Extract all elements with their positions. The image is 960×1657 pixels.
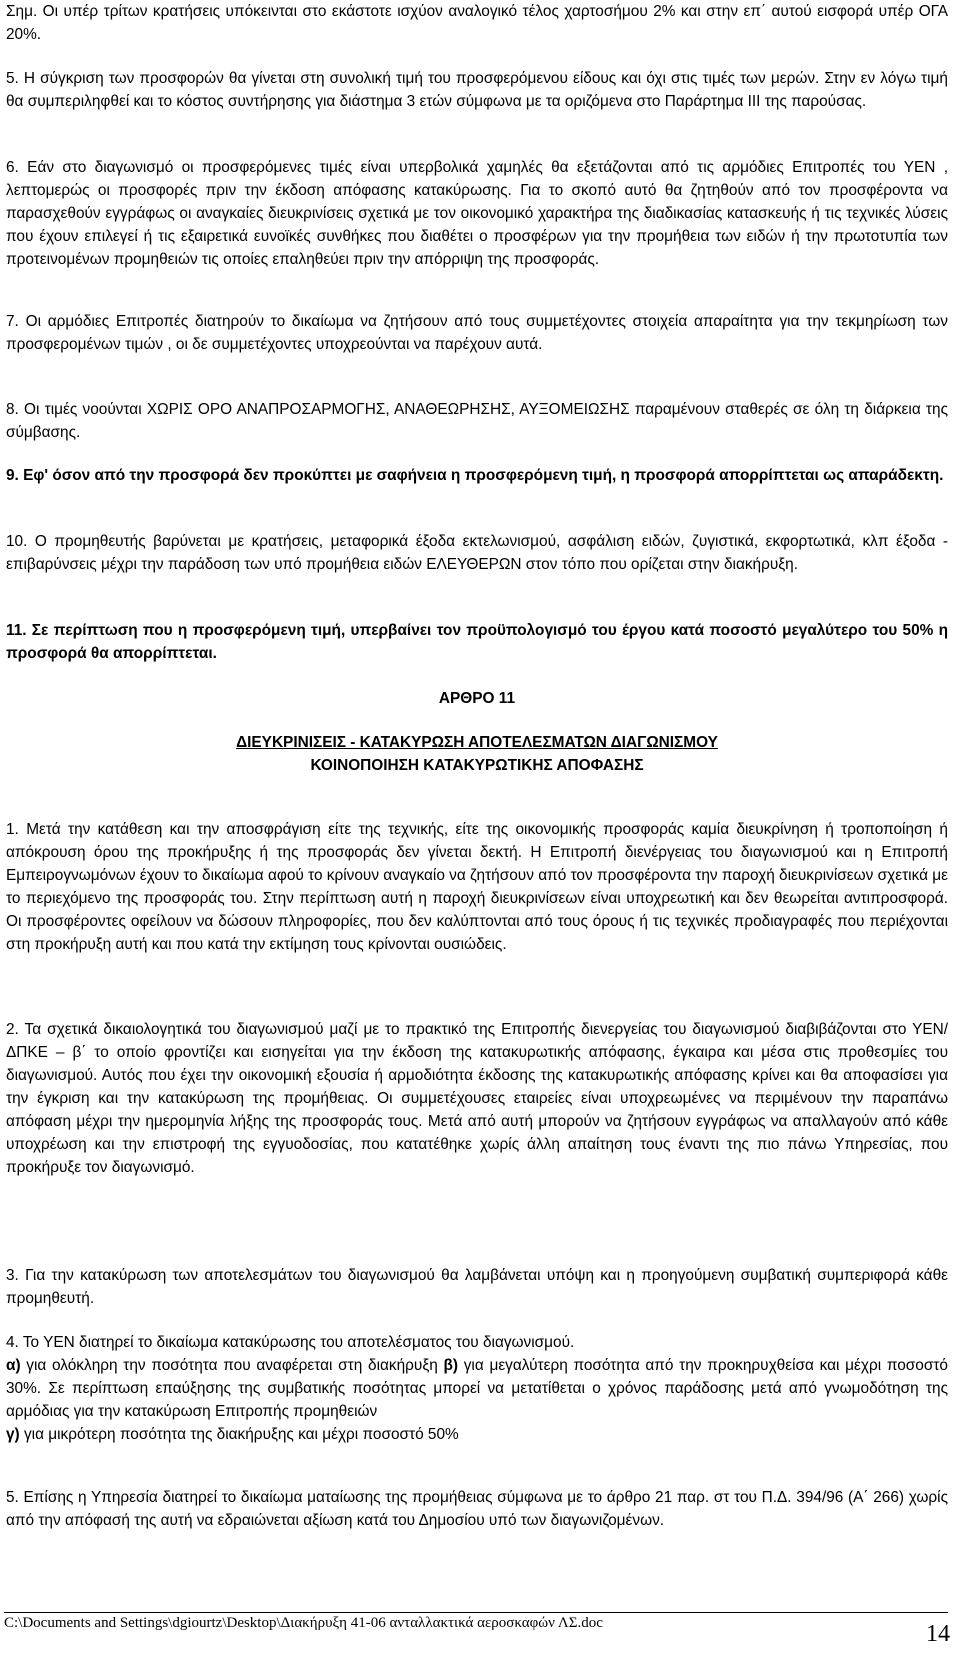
article-number: ΑΡΘΡΟ 11 <box>438 690 516 707</box>
paragraph-9: 9. Εφ' όσον από την προσφορά δεν προκύπτει με σαφήνεια η προσφερόμενη τιμή, η προσφορά απορρίπτεται ως απαράδεκτη. <box>6 467 944 484</box>
paragraph-6: 6. Εάν στο διαγωνισμό οι προσφερόμενες τιμές είναι υπερβολικά χαμηλές θα εξετάζονται από τις αρμόδιες Επιτροπές του ΥΕΝ , λεπτομερώς οι προσφορές πριν την έκδοση απόφασης κατακύρωσης. Για το σκοπό αυτό θα ζητηθούν από τον προσφέροντα να παρασχεθούν εγγράφως οι αναγκαίες διευκρινίσεις σχετικά με τον οικονομικό χαρακτήρα της διαδικασίας κατασκευής ή τις τεχνικές λύσεις που έχουν επιλεγεί ή τις εξαιρετικά ευνοϊκές συνθήκες που διαθέτει ο προσφέρων για την προμήθεια των ειδών ή την πρωτοτυπία των προτεινομένων προμηθειών τις οποίες επαληθεύει πριν την απόρριψη της προσφοράς. <box>6 159 948 268</box>
article-paragraph-4-intro: 4. Το ΥΕΝ διατηρεί το δικαίωμα κατακύρωσης του αποτελέσματος του διαγωνισμού. <box>6 1334 575 1351</box>
article-paragraph-5: 5. Επίσης η Υπηρεσία διατηρεί το δικαίωμα ματαίωσης της προμήθειας σύμφωνα με το άρθρο 21 παρ. στ του Π.Δ. 394/96 (Α΄ 266) χωρίς από την απόφασή της αυτή να εδραιώνεται αξίωση κατά του Δημοσίου υπό των διαγωνιζομένων. <box>6 1489 948 1529</box>
footer-file-path: C:\Documents and Settings\dgiourtz\Desktop\Διακήρυξη 41-06 ανταλλακτικά αεροσκαφών ΛΣ.doc <box>4 1615 603 1631</box>
article-paragraph-3: 3. Για την κατακύρωση των αποτελεσμάτων του διαγωνισμού θα λαμβάνεται υπόψη και η προηγούμενη συμβατική συμπεριφορά κάθε προμηθευτή. <box>6 1267 948 1307</box>
article-paragraph-2: 2. Τα σχετικά δικαιολογητικά του διαγωνισμού μαζί με το πρακτικό της Επιτροπής διενεργείας του διαγωνισμού διαβιβάζονται στο ΥΕΝ/ΔΠΚΕ – β΄ το οποίο φροντίζει και εισηγείται για την έκδοση της κατακυρωτικής απόφασης, έγκαιρα και μέσα στις προθεσμίες του διαγωνισμού. Αυτός που έχει την οικονομική εξουσία ή αρμοδιότητα έκδοσης της κατακυρωτικής απόφασης κρίνει και θα αποφασίσει για την έγκριση και την κατακύρωση της προμήθειας. Οι συμμετέχουσες εταιρείες είναι υποχρεωμένες να περιμένουν την παραπάνω απόφαση μέχρι την ημερομηνία λήξης της προσφοράς τους. Μετά από αυτή μπορούν να ζητήσουν εγγράφως να απαλλαγούν από κάθε υποχρέωση και την επιστροφή της εγγυοδοσίας, που κατατέθηκε χωρίς άλλη απαίτηση τους έναντι της πιο πάνω Υπηρεσίας, που προκήρυξε τον διαγωνισμό. <box>6 1021 948 1176</box>
note-paragraph: Σημ. Οι υπέρ τρίτων κρατήσεις υπόκεινται στο εκάστοτε ισχύον αναλογικό τέλος χαρτοσήμου 2% και στην επ΄ αυτού εισφορά υπέρ ΟΓΑ 20%. <box>6 3 948 43</box>
paragraph-7: 7. Οι αρμόδιες Επιτροπές διατηρούν το δικαίωμα να ζητήσουν από τους συμμετέχοντες στοιχεία απαραίτητα για την τεκμηρίωση των προσφερομένων τιμών , οι δε συμμετέχοντες υποχρεούνται να παρέχουν αυτά. <box>6 313 948 353</box>
article-title-line1: ΔΙΕΥΚΡΙΝΙΣΕΙΣ - ΚΑΤΑΚΥΡΩΣΗ ΑΠΟΤΕΛΕΣΜΑΤΩΝ ΔΙΑΓΩΝΙΣΜΟΥ <box>236 734 718 751</box>
option-gamma-text: για μικρότερη ποσότητα της διακήρυξης και μέχρι ποσοστό 50% <box>19 1426 459 1443</box>
paragraph-5: 5. Η σύγκριση των προσφορών θα γίνεται στη συνολική τιμή του προσφερόμενου είδους και όχι στις τιμές των μερών. Στην εν λόγω τιμή θα συμπεριληφθεί και το κόστος συντήρησης για διάστημα 3 ετών σύμφωνα με τα οριζόμενα στο Παράρτημα ΙΙΙ της παρούσας. <box>6 70 948 110</box>
option-beta-text: για μεγαλύτερη ποσότητα από την προκηρυχθείσα και μέχρι ποσοστό 30%. Σε περίπτωση επαύξησης της συμβατικής ποσότητας μπορεί να μετατίθεται ο χρόνος παράδοσης μετά από γνωμοδότηση της αρμόδιας για την κατακύρωση Επιτροπής προμηθειών <box>6 1357 948 1420</box>
paragraph-10: 10. Ο προμηθευτής βαρύνεται με κρατήσεις, μεταφορικά έξοδα εκτελωνισμού, ασφάλιση ειδών, ζυγιστικά, εκφορτωτικά, κλπ έξοδα - επιβαρύνσεις μέχρι την παράδοση των υπό προμήθεια ειδών ΕΛΕΥΘΕΡΩΝ στον τόπο που ορίζεται στην διακήρυξη. <box>6 533 948 573</box>
option-alpha-label: α) <box>6 1357 21 1374</box>
option-alpha-text: για ολόκληρη την ποσότητα που αναφέρεται στη διακήρυξη <box>20 1357 444 1374</box>
article-paragraph-1: 1. Μετά την κατάθεση και την αποσφράγιση είτε της τεχνικής, είτε της οικονομικής προσφοράς καμία διευκρίνηση ή τροποποίηση ή απόκρουση όρου της προκήρυξης ή της προσφοράς δεν γίνεται δεκτή. Η Επιτροπή διενέργειας του διαγωνισμού και η Επιτροπή Εμπειρογνωμόνων έχουν το δικαίωμα αφού το κρίνουν αναγκαίο να ζητήσουν από τον προσφέροντα την παροχή διευκρινίσεων σχετικά με το περιεχόμενο της προσφοράς του. Στην περίπτωση αυτή η παροχή διευκρινίσεων είναι υποχρεωτική και δεν θεωρείται αντιπροσφορά. Οι προσφέροντες οφείλουν να δώσουν πληροφορίες, που δεν καλύπτονται από τους όρους ή τις τεχνικές προδιαγραφές που περιέχονται στη προκήρυξη αυτή και που κατά την εκτίμηση τους κρίνονται ουσιώδεις. <box>6 821 948 953</box>
option-beta-label: β) <box>443 1357 459 1374</box>
page-number: 14 <box>926 1621 950 1647</box>
article-title-line2: ΚΟΙΝΟΠΟΙΗΣΗ ΚΑΤΑΚΥΡΩΤΙΚΗΣ ΑΠΟΦΑΣΗΣ <box>310 757 644 774</box>
paragraph-11: 11. Σε περίπτωση που η προσφερόμενη τιμή, υπερβαίνει τον προϋπολογισμό του έργου κατά ποσοστό μεγαλύτερο του 50% η προσφορά θα απορρίπτεται. <box>6 622 948 662</box>
option-gamma-label: γ) <box>6 1426 20 1443</box>
footer-divider <box>4 1612 948 1613</box>
article-paragraph-4 <box>6 1331 948 1446</box>
paragraph-8: 8. Οι τιμές νοούνται ΧΩΡΙΣ ΟΡΟ ΑΝΑΠΡΟΣΑΡΜΟΓΗΣ, ΑΝΑΘΕΩΡΗΣΗΣ, ΑΥΞΟΜΕΙΩΣΗΣ παραμένουν σταθερές σε όλη τη διάρκεια της σύμβασης. <box>6 401 948 441</box>
